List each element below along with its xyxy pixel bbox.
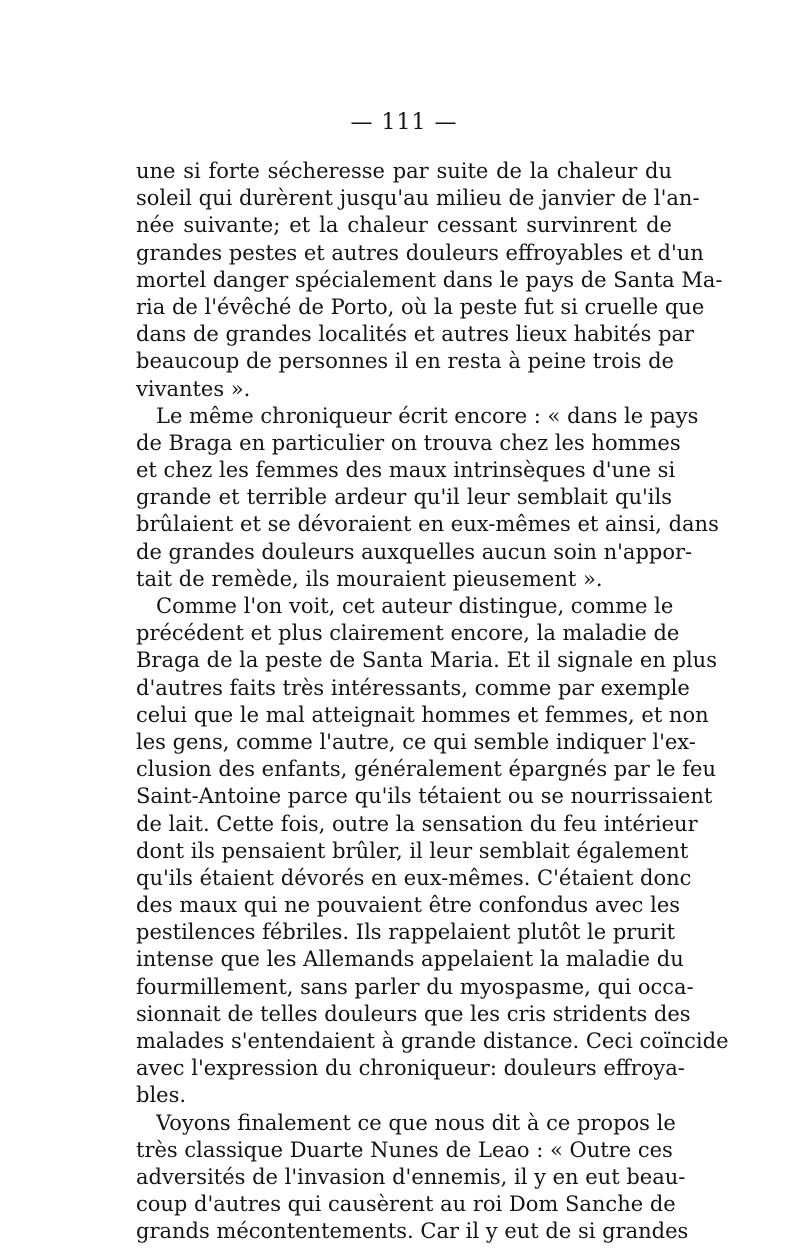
text-line: celui que le mal atteignait hommes et femmes, et non [136, 702, 709, 727]
text-line: ria de l'évêché de Porto, où la peste fut si cruelle que [136, 294, 705, 319]
text-line: soleil qui durèrent jusqu'au milieu de janvier de l'an- [136, 186, 700, 211]
text-line: de grandes douleurs auxquelles aucun soin n'appor- [136, 539, 693, 564]
text-line: née suivante; et la chaleur cessant survinrent de [136, 213, 672, 238]
text-line: tait de remède, ils mouraient pieusement ». [136, 566, 603, 591]
text-line: très classique Duarte Nunes de Leao : « Outre ces [136, 1137, 673, 1162]
text-line: intense que les Allemands appelaient la maladie du [136, 947, 684, 972]
text-line: clusion des enfants, généralement épargnés par le feu [136, 757, 717, 782]
text-line: vivantes ». [136, 376, 251, 401]
text-line: coup d'autres qui causèrent au roi Dom Sanche de [136, 1192, 676, 1217]
paragraph [136, 1110, 689, 1246]
body-text [136, 158, 729, 1246]
text-line: adversités de l'invasion d'ennemis, il y en eut beau- [136, 1164, 686, 1189]
text-line: dans de grandes localités et autres lieux habités par [136, 322, 695, 347]
paragraph [136, 158, 723, 403]
paragraph [136, 593, 729, 1110]
book-page [136, 110, 729, 1246]
text-line: sionnait de telles douleurs que les cris stridents des [136, 1001, 691, 1026]
text-line: brûlaient et se dévoraient en eux-mêmes et ainsi, dans [136, 512, 719, 537]
text-line: les gens, comme l'autre, ce qui semble indiquer l'ex- [136, 729, 696, 754]
text-line: dont ils pensaient brûler, il leur semblait également [136, 838, 689, 863]
text-line: mortel danger spécialement dans le pays de Santa Ma- [136, 267, 723, 292]
text-line: Le même chroniqueur écrit encore : « dans le pays [156, 403, 699, 428]
text-line: Voyons finalement ce que nous dit à ce propos le [156, 1110, 676, 1135]
text-line: de Braga en particulier on trouva chez les hommes [136, 430, 681, 455]
paragraph [136, 403, 719, 593]
text-line: d'autres faits très intéressants, comme par exemple [136, 675, 690, 700]
text-line: et chez les femmes des maux intrinsèques d'une si [136, 458, 676, 483]
text-line: beaucoup de personnes il en resta à peine trois de [136, 349, 674, 374]
text-line: Saint-Antoine parce qu'ils tétaient ou se nourrissaient [136, 784, 713, 809]
text-line: Comme l'on voit, cet auteur distingue, comme le [156, 594, 674, 618]
page-number: — 111 — [350, 110, 458, 135]
text-line: fourmillement, sans parler du myospasme, qui occa- [136, 974, 694, 999]
text-line: malades s'entendaient à grande distance. Ceci coïncide [136, 1029, 729, 1053]
text-line: grandes pestes et autres douleurs effroyables et d'un [136, 240, 704, 265]
text-line: bles. [136, 1083, 187, 1108]
text-line: précédent et plus clairement encore, la maladie de [136, 621, 680, 646]
text-line: avec l'expression du chroniqueur: douleurs effroya- [136, 1056, 685, 1081]
text-line: de lait. Cette fois, outre la sensation du feu intérieur [136, 811, 698, 836]
text-line: des maux qui ne pouvaient être confondus avec les [136, 893, 681, 918]
text-line: pestilences fébriles. Ils rappelaient plutôt le prurit [136, 920, 676, 945]
text-line: Braga de la peste de Santa Maria. Et il signale en plus [136, 648, 717, 673]
text-line: grande et terrible ardeur qu'il leur semblait qu'ils [136, 485, 672, 510]
text-line: qu'ils étaient dévorés en eux-mêmes. C'étaient donc [136, 865, 692, 890]
text-line: grands mécontentements. Car il y eut de si grandes [136, 1219, 689, 1244]
text-line: une si forte sécheresse par suite de la chaleur du [136, 159, 672, 183]
